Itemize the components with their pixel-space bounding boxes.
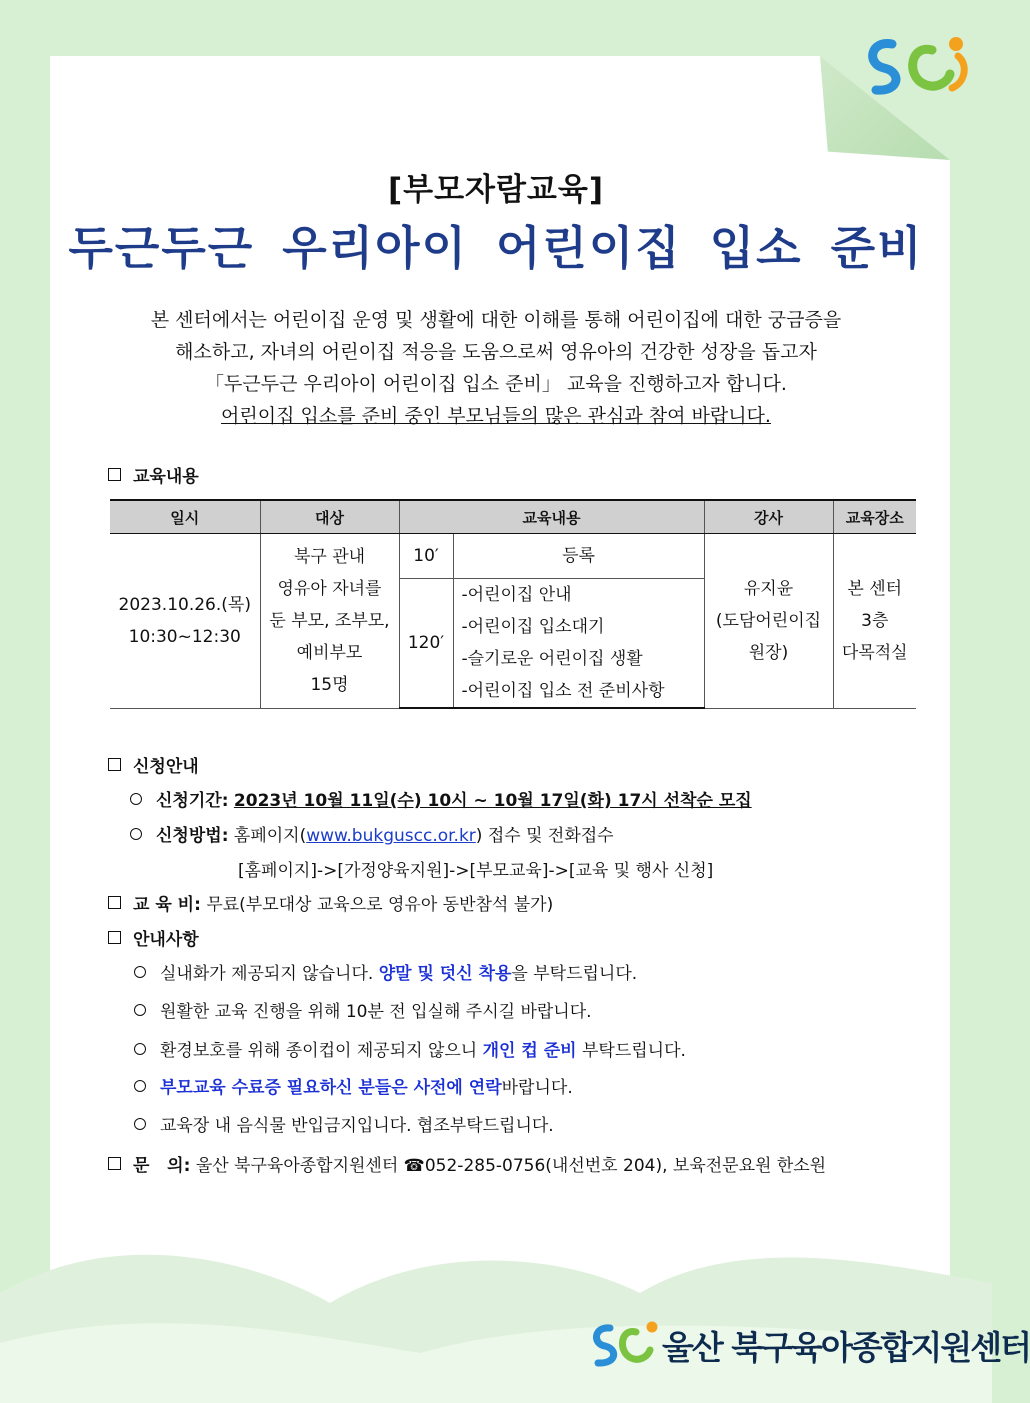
circle-bullet-icon bbox=[134, 1080, 146, 1092]
contact-line bbox=[108, 1151, 826, 1176]
checkbox-square-icon bbox=[108, 1157, 121, 1170]
table-header-row bbox=[110, 500, 916, 534]
fee-label-wrap bbox=[108, 895, 201, 915]
method-prefix: 홈페이지( bbox=[233, 826, 307, 846]
notice-text: 원활한 교육 진행을 위해 10분 전 입실해 주시길 바랍니다. bbox=[160, 1002, 592, 1022]
notice-highlight: 양말 및 덧신 착용 bbox=[378, 964, 512, 984]
notice-highlight: 개인 컵 준비 bbox=[482, 1041, 577, 1061]
notice-item-4 bbox=[134, 1073, 573, 1098]
circle-bullet-icon bbox=[134, 966, 146, 978]
table-row bbox=[110, 534, 916, 579]
notice-text: 환경보호를 위해 종이컵이 제공되지 않으니 bbox=[160, 1041, 483, 1061]
application-period bbox=[130, 786, 752, 811]
target-line: 15명 bbox=[310, 674, 349, 695]
main-title: 두근두근 우리아이 어린이집 입소 준비 bbox=[68, 221, 924, 275]
section-label: 교육내용 bbox=[133, 467, 199, 487]
period-label: 신청기간: bbox=[156, 791, 229, 811]
cell-place bbox=[833, 534, 916, 709]
intro-line-1: 본 센터에서는 어린이집 운영 및 생활에 대한 이해를 통해 어린이집에 대한 궁금증을 bbox=[150, 309, 842, 331]
notice-text: 을 부탁드립니다. bbox=[511, 964, 638, 984]
program-item: -어린이집 입소대기 bbox=[461, 617, 605, 637]
notice-item-5 bbox=[134, 1111, 554, 1136]
cell-target bbox=[260, 534, 399, 709]
program-item: -슬기로운 어린이집 생활 bbox=[461, 649, 643, 669]
header-target: 대상 bbox=[260, 500, 399, 534]
cell-registration: 등록 bbox=[453, 534, 704, 579]
checkbox-square-icon bbox=[108, 758, 121, 771]
notice-item-1 bbox=[134, 959, 637, 984]
application-path: [홈페이지]->[가정양육지원]->[부모교육]->[교육 및 행사 신청] bbox=[238, 861, 714, 881]
notice-text: 교육장 내 음식물 반입금지입니다. 협조부탁드립니다. bbox=[160, 1116, 554, 1136]
fee-line bbox=[108, 890, 553, 915]
checkbox-square-icon bbox=[108, 931, 121, 944]
program-item: -어린이집 안내 bbox=[461, 585, 572, 605]
header-content: 교육내용 bbox=[399, 500, 704, 534]
footer-logo-icon bbox=[590, 1318, 660, 1370]
education-table bbox=[110, 499, 916, 709]
sub-title: [부모자람교육] bbox=[387, 172, 604, 208]
section-application bbox=[108, 752, 199, 777]
application-method bbox=[130, 821, 614, 846]
time-text: 10:30~12:30 bbox=[128, 626, 241, 647]
period-value: 2023년 10월 11일(수) 10시 ~ 10월 17일(화) 17시 선착순 모집 bbox=[233, 791, 752, 811]
cell-minutes-program: 120′ bbox=[399, 579, 453, 709]
place-line: 3층 bbox=[861, 610, 889, 631]
notice-highlight: 부모교육 수료증 필요하신 분들은 사전에 연락 bbox=[160, 1078, 502, 1098]
checkbox-square-icon bbox=[108, 468, 121, 481]
bottom-hills-decoration bbox=[0, 1233, 992, 1403]
center-logo-icon bbox=[862, 30, 974, 100]
method-suffix: ) 접수 및 전화접수 bbox=[475, 826, 614, 846]
fee-label: 교 육 비: bbox=[133, 895, 201, 915]
instructor-line: (도담어린이집 bbox=[715, 610, 822, 631]
intro-line-2: 해소하고, 자녀의 어린이집 적응을 도움으로써 영유아의 건강한 성장을 돕고자 bbox=[175, 341, 817, 363]
section-label: 신청안내 bbox=[133, 757, 199, 777]
contact-value: 울산 북구육아종합지원센터 ☎052-285-0756(내선번호 204), 보육전문요원 한소원 bbox=[195, 1156, 827, 1176]
place-line: 본 센터 bbox=[847, 578, 903, 599]
instructor-line: 유지윤 bbox=[743, 578, 794, 599]
header-date: 일시 bbox=[110, 500, 260, 534]
circle-bullet-icon bbox=[134, 1004, 146, 1016]
circle-bullet-icon bbox=[130, 793, 142, 805]
date-text: 2023.10.26.(목) bbox=[118, 594, 251, 615]
instructor-line: 원장) bbox=[748, 642, 789, 663]
notice-text: 실내화가 제공되지 않습니다. bbox=[160, 964, 379, 984]
header-instructor: 강사 bbox=[704, 500, 833, 534]
intro-paragraph bbox=[100, 304, 892, 432]
section-label: 안내사항 bbox=[133, 930, 199, 950]
contact-label-wrap bbox=[108, 1156, 190, 1176]
method-label: 신청방법: bbox=[156, 826, 229, 846]
header-place: 교육장소 bbox=[833, 500, 916, 534]
section-notice bbox=[108, 925, 199, 950]
section-education-content bbox=[108, 462, 199, 487]
program-item: -어린이집 입소 전 준비사항 bbox=[461, 681, 665, 701]
intro-line-4: 어린이집 입소를 준비 중인 부모님들의 많은 관심과 참여 바랍니다. bbox=[221, 405, 771, 427]
notice-text: 바랍니다. bbox=[501, 1078, 573, 1098]
notice-text: 부탁드립니다. bbox=[576, 1041, 686, 1061]
homepage-link[interactable]: www.bukguscc.or.kr bbox=[306, 826, 476, 846]
target-line: 둔 부모, 조부모, bbox=[269, 610, 390, 631]
notice-item-2 bbox=[134, 997, 592, 1022]
cell-program-items bbox=[453, 579, 704, 709]
checkbox-square-icon bbox=[108, 896, 121, 909]
circle-bullet-icon bbox=[134, 1043, 146, 1055]
cell-minutes-registration: 10′ bbox=[399, 534, 453, 579]
contact-label: 문 의: bbox=[133, 1156, 191, 1176]
place-line: 다목적실 bbox=[841, 642, 908, 663]
target-line: 예비부모 bbox=[296, 642, 363, 663]
circle-bullet-icon bbox=[134, 1118, 146, 1130]
fee-value: 무료(부모대상 교육으로 영유아 동반참석 불가) bbox=[206, 895, 554, 915]
notice-item-3 bbox=[134, 1036, 686, 1061]
cell-instructor bbox=[704, 534, 833, 709]
intro-line-3: 「두근두근 우리아이 어린이집 입소 준비」 교육을 진행하고자 합니다. bbox=[205, 373, 787, 395]
footer-center-name: 울산 북구육아종합지원센터 bbox=[662, 1328, 1030, 1367]
cell-date bbox=[110, 534, 260, 709]
circle-bullet-icon bbox=[130, 828, 142, 840]
target-line: 영유아 자녀를 bbox=[277, 578, 382, 599]
target-line: 북구 관내 bbox=[293, 546, 366, 567]
